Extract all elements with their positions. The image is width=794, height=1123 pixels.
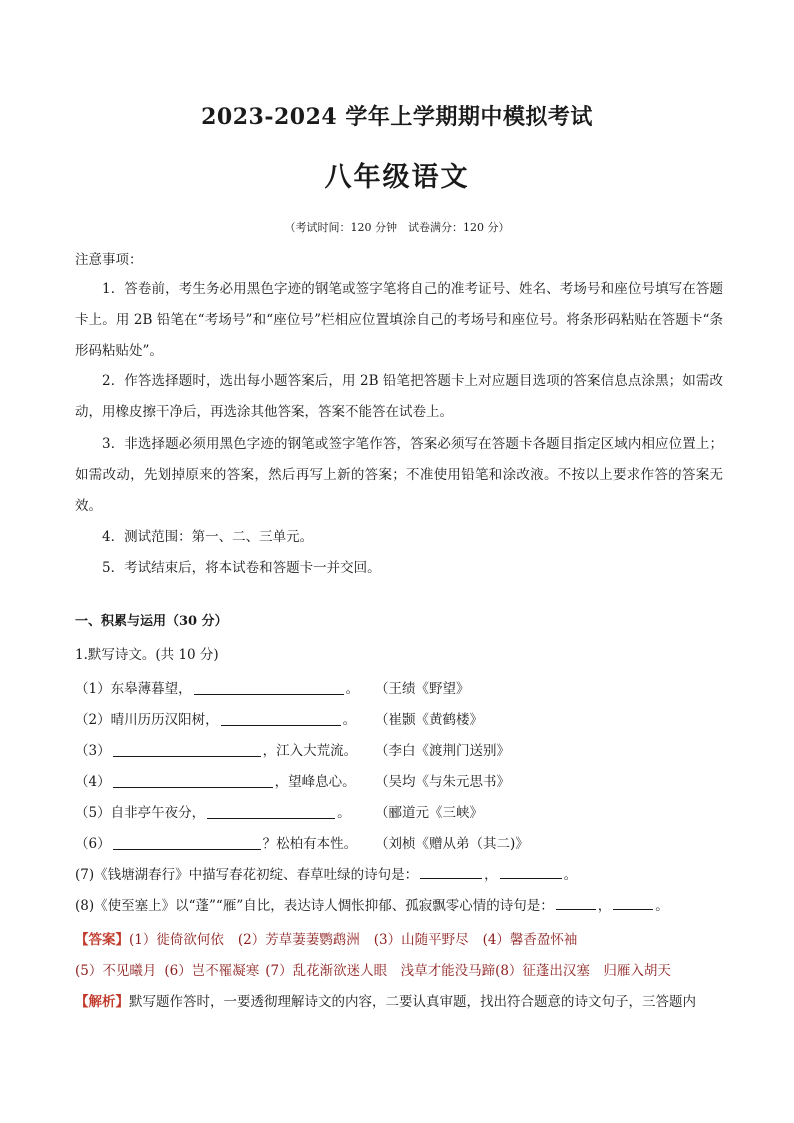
recite-line-2 <box>75 705 483 731</box>
answer-item: (4）馨香盈怀袖 <box>482 932 578 948</box>
line-end: 。 <box>563 867 578 883</box>
answer-item: (1）徙倚欲何依 <box>129 932 224 948</box>
notice-item-4: 4．测试范围：第一、二、三单元。 <box>102 529 314 545</box>
notice-item-2: 2．作答选择题时，选出每小题答案后，用 2B 铅笔把答题卡上对应题目选项的答案信息点涂黑；如需改动，用橡皮擦干净后，再选涂其他答案，答案不能答在试卷上。 <box>75 373 723 420</box>
recite-line-4 <box>75 767 510 793</box>
notice-item-1: 1．答卷前，考生务必用黑色字迹的钢笔或签字笔将自己的准考证号、姓名、考场号和座位号填写在答题卡上。用 2B 铅笔在“考场号”和“座位号”栏相应位置填涂自己的考场号和座位号。将条形码粘贴在答题卡“条形码粘贴处”。 <box>75 281 723 359</box>
line-before: 自非亭午夜分， <box>110 805 206 821</box>
line-after: ，望峰息心。 <box>274 774 356 790</box>
answer-blank[interactable] <box>207 804 335 819</box>
line-number: （4） <box>75 774 111 790</box>
notice-item-5: 5．考试结束后，将本试卷和答题卡一并交回。 <box>102 560 381 576</box>
line-source: （李白《渡荆门送别》 <box>375 743 510 759</box>
line-number: （1） <box>75 681 111 697</box>
notice-heading: 注意事项： <box>75 252 143 268</box>
line-source: （王绩《野望》 <box>375 681 470 697</box>
recite-line-1 <box>75 674 470 700</box>
answer-blank[interactable] <box>194 680 344 695</box>
answer-line-1 <box>75 928 577 948</box>
answer-blank[interactable] <box>113 835 261 850</box>
answer-item: (8）征蓬出汉塞 归雁入胡天 <box>495 963 671 979</box>
answer-item: (6）岂不罹凝寒 <box>164 963 260 979</box>
answer-blank[interactable] <box>221 711 341 726</box>
recite-line-6 <box>75 829 529 855</box>
answer-item: (5）不见曦月 <box>75 963 157 979</box>
answer-line-2 <box>75 959 671 979</box>
answer-blank[interactable] <box>500 864 562 879</box>
answer-item: (3）山随平野尽 <box>373 932 469 948</box>
line-after: 。 <box>342 712 357 728</box>
recite-line-5 <box>75 798 483 824</box>
answer-blank[interactable] <box>420 864 482 879</box>
question-title: 1.默写诗文。(共 10 分) <box>75 647 219 663</box>
answer-item: (7）乱花渐欲迷人眼 浅草才能没马蹄 <box>265 963 496 979</box>
line-source: （吴均《与朱元思书》 <box>375 774 510 790</box>
line-sep: ， <box>484 867 498 883</box>
line-after: ？松柏有本性。 <box>262 836 358 852</box>
exam-info: （考试时间：120 分钟 试卷满分：120 分） <box>284 221 510 234</box>
answer-blank[interactable] <box>113 742 261 757</box>
recite-line-8 <box>75 894 669 914</box>
line-source: （崔颢《黄鹤楼》 <box>375 712 483 728</box>
line-source: （刘桢《赠从弟（其二)》 <box>375 836 529 852</box>
answer-blank[interactable] <box>613 895 653 910</box>
line-end: 。 <box>655 898 669 914</box>
line-number: （2） <box>75 712 111 728</box>
line-prefix: (8)《使至塞上》以“蓬”“雁”自比，表达诗人惆怅抑郁、孤寂飘零心情的诗句是： <box>75 898 554 914</box>
line-before: 晴川历历汉阳树， <box>110 712 219 728</box>
answer-blank[interactable] <box>113 773 273 788</box>
answer-tag: 【答案】 <box>75 932 129 948</box>
recite-line-3 <box>75 736 510 762</box>
line-source: （郦道元《三峡》 <box>375 805 483 821</box>
exam-title: 2023-2024 学年上学期期中模拟考试 <box>201 104 593 130</box>
subject-title: 八年级语文 <box>324 162 470 193</box>
line-after: 。 <box>345 681 360 697</box>
line-number: （5） <box>75 805 111 821</box>
line-prefix: (7)《钱塘湖春行》中描写春花初绽、春草吐绿的诗句是： <box>75 867 419 883</box>
answer-blank[interactable] <box>556 895 596 910</box>
notice-item-3: 3．非选择题必须用黑色字迹的钢笔或签字笔作答，答案必须写在答题卡各题目指定区域内相应位置上；如需改动，先划掉原来的答案，然后再写上新的答案；不准使用铅笔和涂改液。不按以上要求作答的答案无效。 <box>75 436 723 514</box>
line-before: 东皋薄暮望， <box>110 681 192 697</box>
line-after: 。 <box>337 805 351 821</box>
analysis-line <box>75 990 696 1010</box>
line-number: （6） <box>75 836 111 852</box>
analysis-tag: 【解析】 <box>75 994 129 1010</box>
line-sep: ， <box>597 898 612 914</box>
answer-item: (2）芳草萋萋鹦鹉洲 <box>237 932 360 948</box>
section-heading: 一、积累与运用（30 分） <box>75 614 228 629</box>
line-number: （3） <box>75 743 111 759</box>
line-after: ，江入大荒流。 <box>262 743 358 759</box>
recite-line-7 <box>75 863 577 883</box>
analysis-text: 默写题作答时，一要透彻理解诗文的内容，二要认真审题，找出符合题意的诗文句子，三答题内 <box>129 994 696 1010</box>
